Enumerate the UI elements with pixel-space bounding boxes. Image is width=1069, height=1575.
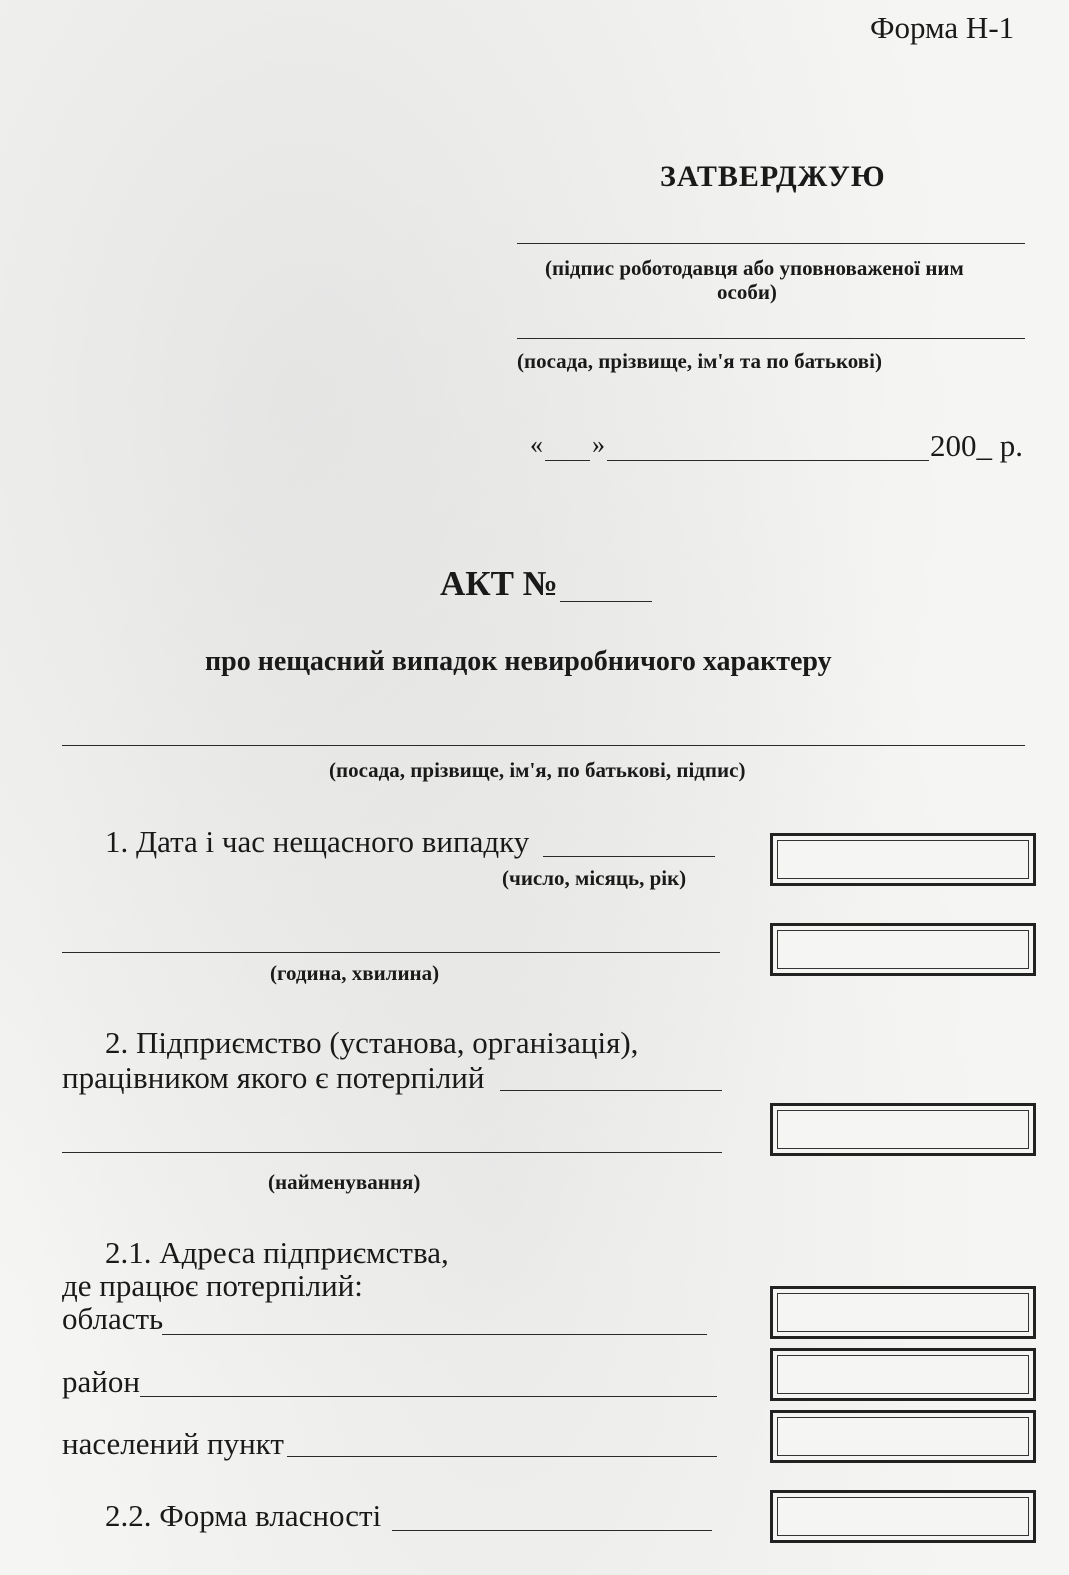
ownership-line[interactable] <box>392 1530 712 1531</box>
date-line[interactable] <box>543 856 715 857</box>
district-line[interactable] <box>140 1396 717 1397</box>
date-open-quote: « <box>530 430 543 459</box>
region-label: область <box>62 1301 164 1336</box>
time-code-box[interactable] <box>770 923 1036 976</box>
position-caption: (посада, прізвище, ім'я та по батькові) <box>517 349 882 373</box>
signature-caption-cont: особи) <box>717 280 777 304</box>
act-title: АКТ № <box>440 564 558 603</box>
official-line[interactable] <box>62 745 1025 746</box>
ownership-code-box[interactable] <box>770 1490 1036 1543</box>
district-code-box[interactable] <box>770 1348 1036 1401</box>
year-text: 200_ р. <box>930 428 1023 463</box>
act-subtitle: про нещасний випадок невиробничого характеру <box>205 646 832 677</box>
time-caption: (година, хвилина) <box>270 961 440 985</box>
act-number-line[interactable] <box>560 601 652 602</box>
district-label: район <box>62 1364 140 1399</box>
address-label: 2.1. Адреса підприємства, <box>105 1235 449 1270</box>
time-line[interactable] <box>62 952 720 953</box>
locality-line[interactable] <box>287 1456 717 1457</box>
enterprise-caption: (найменування) <box>268 1170 421 1194</box>
enterprise-label-cont: працівником якого є потерпілий <box>62 1060 485 1095</box>
enterprise-name-line[interactable] <box>62 1152 722 1153</box>
signature-caption: (підпис роботодавця або уповноваженої ним <box>545 256 964 280</box>
date-code-box[interactable] <box>770 833 1036 886</box>
enterprise-line[interactable] <box>500 1090 722 1091</box>
address-label-cont: де працює потерпілий: <box>62 1268 363 1303</box>
position-line[interactable] <box>517 338 1025 339</box>
approval-heading: ЗАТВЕРДЖУЮ <box>660 160 886 193</box>
region-line[interactable] <box>162 1334 707 1335</box>
form-label: Форма Н-1 <box>870 10 1015 45</box>
locality-code-box[interactable] <box>770 1410 1036 1463</box>
signature-line[interactable] <box>517 243 1025 244</box>
date-caption: (число, місяць, рік) <box>502 866 687 890</box>
enterprise-code-box[interactable] <box>770 1103 1036 1156</box>
date-time-label: 1. Дата і час нещасного випадку <box>105 824 530 859</box>
day-line[interactable] <box>545 460 590 461</box>
enterprise-label: 2. Підприємство (установа, організація), <box>105 1025 639 1060</box>
locality-label: населений пункт <box>62 1426 284 1461</box>
official-caption: (посада, прізвище, ім'я, по батькові, підпис) <box>329 758 746 782</box>
date-close-quote: » <box>592 430 605 459</box>
region-code-box[interactable] <box>770 1286 1036 1339</box>
month-line[interactable] <box>607 460 929 461</box>
ownership-label: 2.2. Форма власності <box>105 1498 382 1533</box>
